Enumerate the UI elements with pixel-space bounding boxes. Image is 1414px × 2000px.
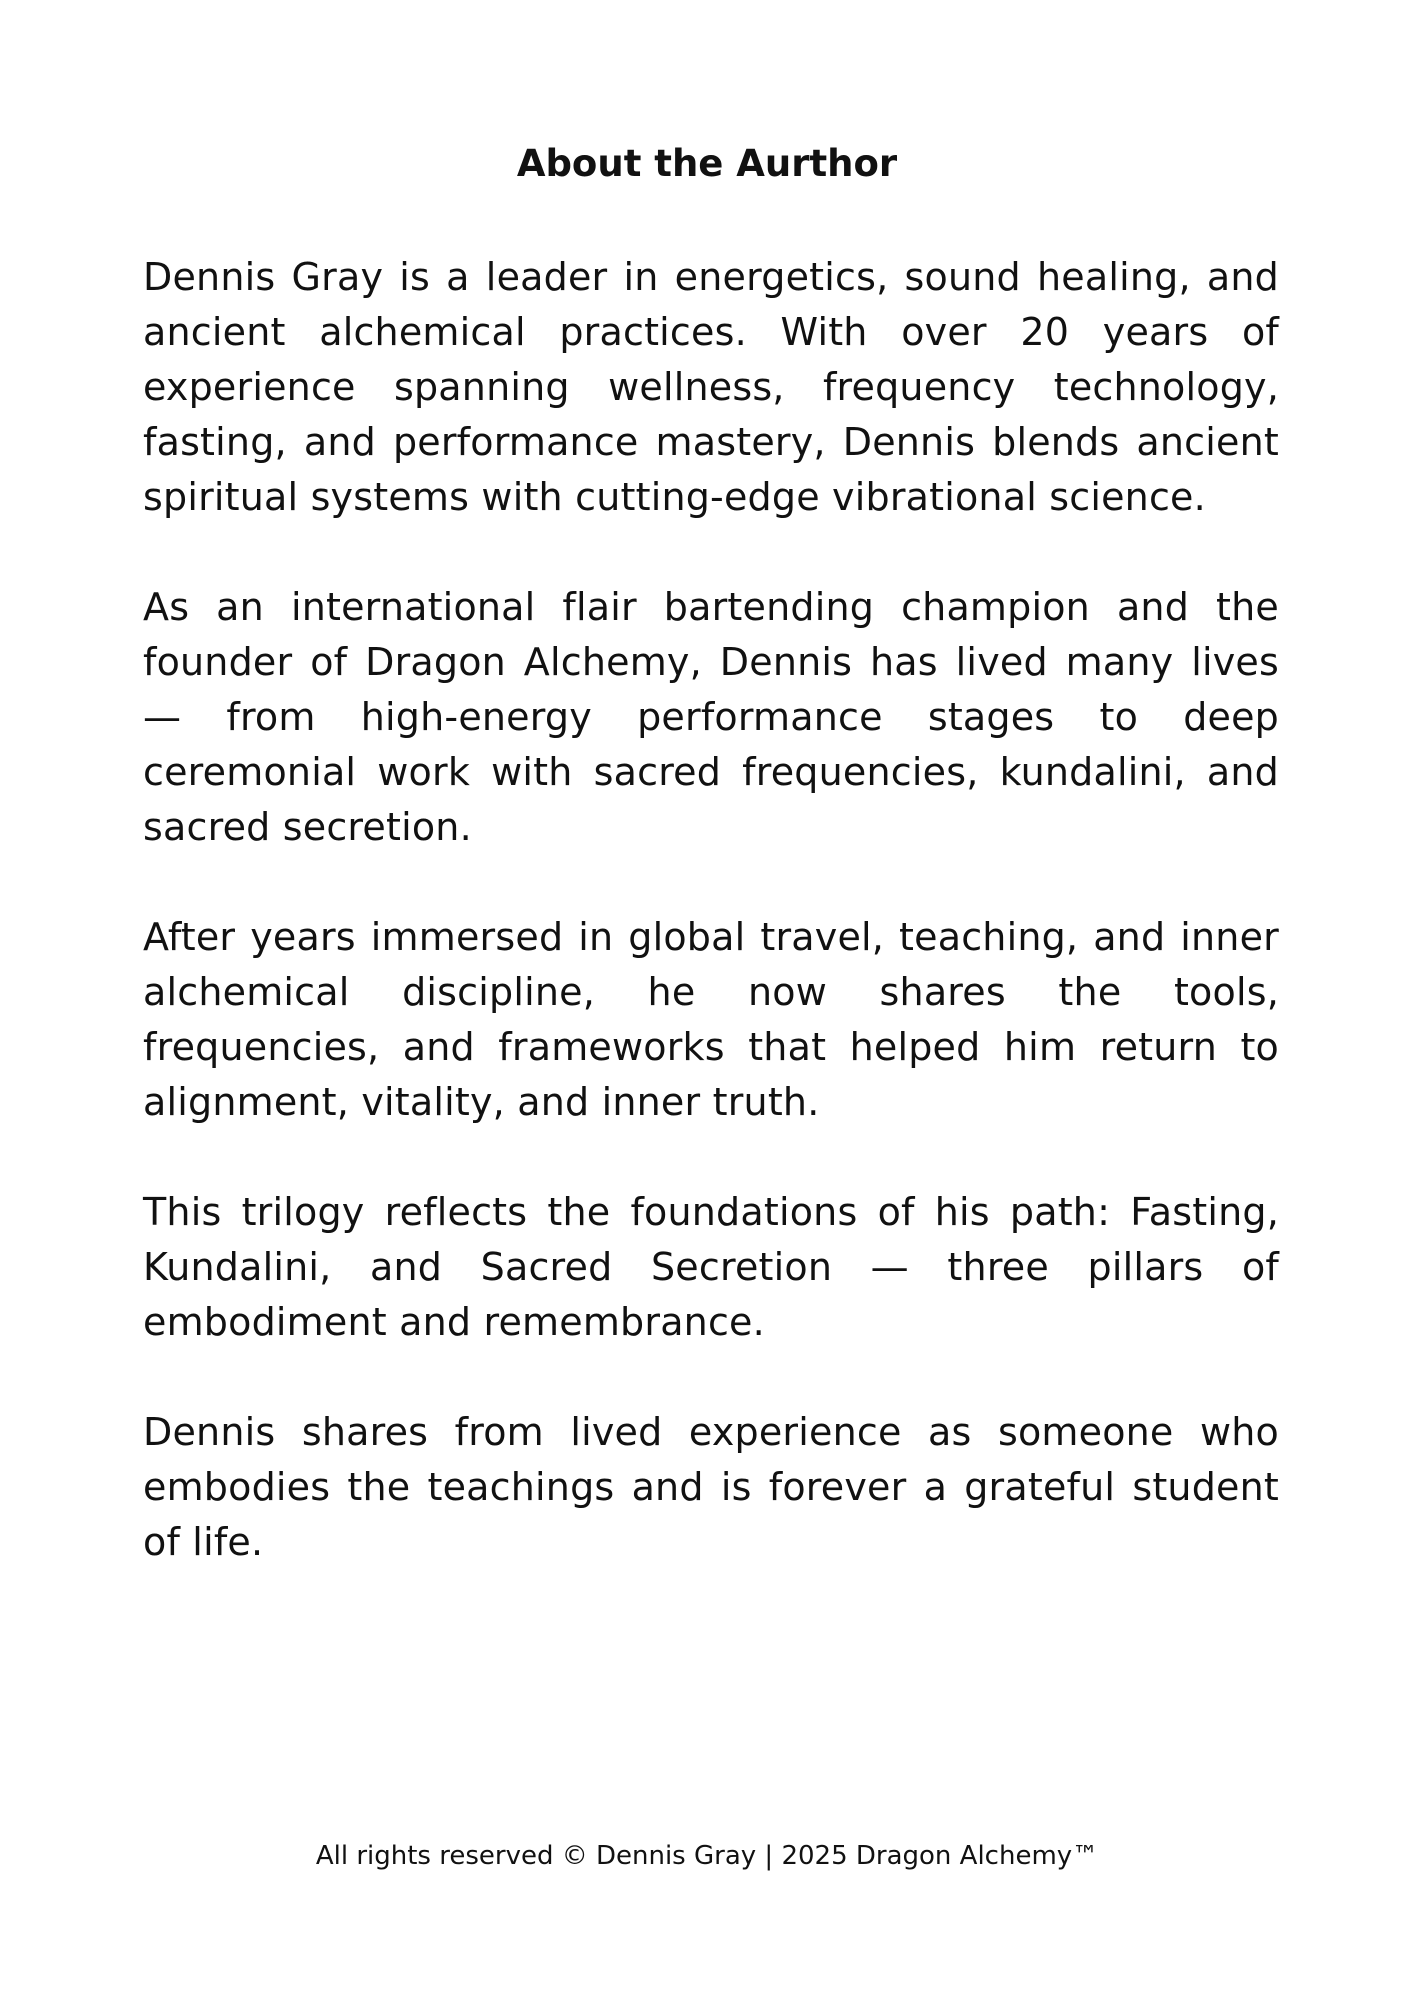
bio-paragraph-5: Dennis shares from lived experience as someone who embodies the teachings and is forever a grateful student of life. (143, 1410, 1279, 1564)
copyright-footer: All rights reserved © Dennis Gray | 2025 Dragon Alchemy™ (315, 1841, 1099, 1871)
bio-paragraph-2: As an international flair bartending champion and the founder of Dragon Alchemy, Dennis has lived many lives — from high-energy performance stages to deep ceremonial work with sacred frequencies, kundalini, and sacred secretion. (143, 585, 1279, 849)
bio-paragraph-4: This trilogy reflects the foundations of his path: Fasting, Kundalini, and Sacred Secretion — three pillars of embodiment and remembrance. (143, 1190, 1279, 1344)
author-bio (143, 250, 1279, 1625)
bio-paragraph-3: After years immersed in global travel, teaching, and inner alchemical discipline, he now shares the tools, frequencies, and frameworks that helped him return to alignment, vitality, and inner truth. (143, 915, 1279, 1124)
bio-paragraph-1: Dennis Gray is a leader in energetics, sound healing, and ancient alchemical practices. With over 20 years of experience spanning wellness, frequency technology, fasting, and performance mastery, Dennis blends ancient spiritual systems with cutting-edge vibrational science. (143, 255, 1279, 519)
page-title: About the Aurthor (516, 142, 898, 185)
